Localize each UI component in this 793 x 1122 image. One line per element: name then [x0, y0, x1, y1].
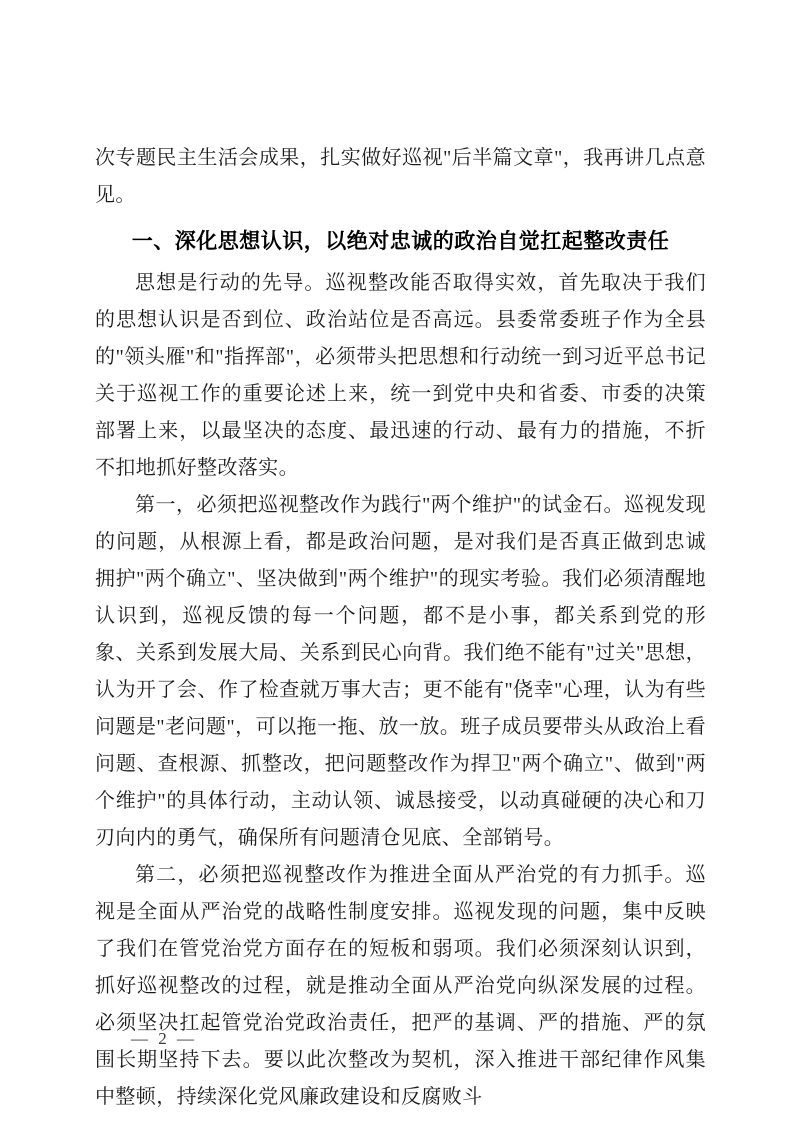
paragraph-3: 第二，必须把巡视整改作为推进全面从严治党的有力抓手。巡视是全面从严治党的战略性制度安排。巡视发现的问题，集中反映了我们在管党治党方面存在的短板和弱项。我们必须深刻认识到，抓好巡视整改的过程，就是推动全面从严治党向纵深发展的过程。必须坚决扛起管党治党政治责任，把严的基调、严的措施、严的氛围长期坚持下去。要以此次整改为契机，深入推进干部纪律作风集中整顿，持续深化党风廉政建设和反腐败斗	[95, 864, 706, 1108]
page-number: — 2 —	[131, 1029, 197, 1048]
paragraph-1: 思想是行动的先导。巡视整改能否取得实效，首先取决于我们的思想认识是否到位、政治站位是否高远。县委常委班子作为全县的"领头雁"和"指挥部"，必须带头把思想和行动统一到习近平总书记关于巡视工作的重要论述上来，统一到党中央和省委、市委的决策部署上来，以最坚决的态度、最迅速的行动、最有力的措施，不折不扣地抓好整改落实。	[95, 272, 706, 479]
paragraph-2: 第一，必须把巡视整改作为践行"两个维护"的试金石。巡视发现的问题，从根源上看，都是政治问题，是对我们是否真正做到忠诚拥护"两个确立"、坚决做到"两个维护"的现实考验。我们必须清醒地认识到，巡视反馈的每一个问题，都不是小事，都关系到党的形象、关系到发展大局、关系到民心向背。我们绝不能有"过关"思想，认为开了会、作了检查就万事大吉；更不能有"侥幸"心理，认为有些问题是"老问题"，可以拖一拖、放一放。班子成员要带头从政治上看问题、查根源、抓整改，把问题整改作为捍卫"两个确立"、做到"两个维护"的具体行动，主动认领、诚恳接受，以动真碰硬的决心和刀刃向内的勇气，确保所有问题清仓见底、全部销号。	[95, 494, 706, 849]
document-content	[95, 140, 706, 1116]
section-heading: 一、深化思想认识，以绝对忠诚的政治自觉扛起整改责任	[131, 230, 670, 253]
continuation-paragraph: 次专题民主生活会成果，扎实做好巡视"后半篇文章"，我再讲几点意见。	[95, 147, 706, 206]
